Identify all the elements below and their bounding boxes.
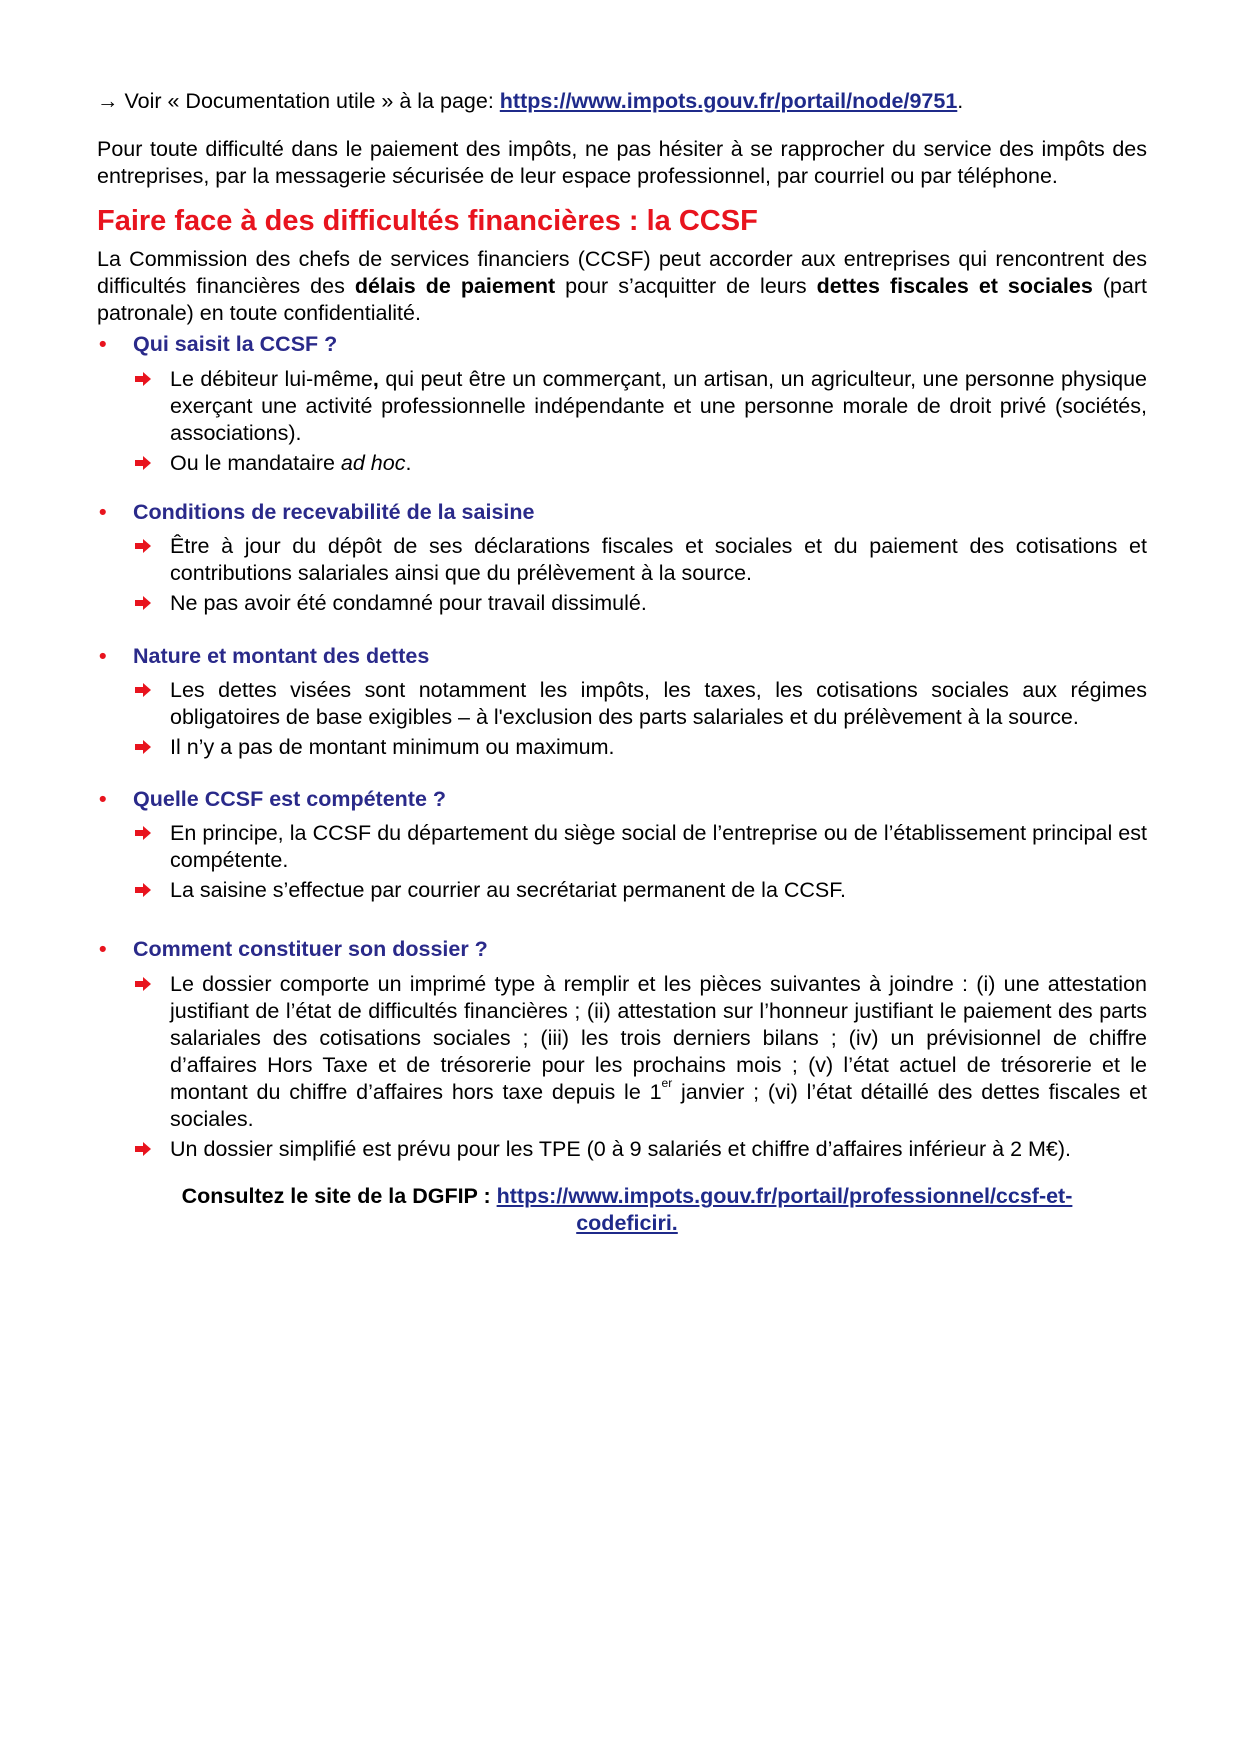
item-text: Être à jour du dépôt de ses déclarations fiscales et sociales et du paiement des cotisations et contributions salariales ainsi que du prélèvement à la source. [170,534,1147,585]
ccsf-bold-delais: délais de paiement [354,274,556,298]
section-title [97,936,1147,963]
ccsf-text-3: (part patronale) en toute confidentialité. [97,274,1147,325]
bullet-icon: • [99,500,107,524]
red-arrow-icon [134,371,152,387]
list-item [97,734,1147,761]
red-arrow-icon [134,976,152,992]
item-text-cont: qui peut être un commerçant, un artisan, un agriculteur, une personne physique exerçant une activité professionnelle indépendante et une personne morale de droit privé (sociétés, associations). [170,367,1148,445]
section-title [97,786,1147,813]
bullet-icon: • [99,644,107,668]
red-arrow-icon [134,455,152,471]
item-text: Ou le mandataire [170,451,341,475]
doc-reference-line [97,88,963,115]
section-title-text: Qui saisit la CCSF ? [133,332,338,356]
red-arrow-icon [134,1141,152,1157]
section-title-text: Comment constituer son dossier ? [133,937,488,961]
section-title [97,499,1147,526]
section-title-text: Quelle CCSF est compétente ? [133,787,447,811]
ccsf-text-1: La Commission des chefs de services financiers (CCSF) peut accorder aux entreprises qui rencontrent des difficultés financières des [97,247,1147,298]
section-qui-saisit [97,331,1147,477]
list-item [97,877,1147,904]
ccsf-paragraph [97,246,1147,327]
item-text: Le dossier comporte un imprimé type à remplir et les pièces suivantes à joindre : (i) une attestation justifiant de l’état de difficultés financières ; (ii) attestation sur l’honneur justifiant le paiement des parts salariales des cotisations sociales ; (iii) les trois derniers bilans ; (iv) un prévisionnel de chiffre d’affaires Hors Taxe et de trésorerie pour les prochains mois ; (v) l’état actuel de trésorerie et le montant du chiffre d’affaires hors taxe depuis le 1 [170,972,1147,1104]
list-item [97,971,1147,1133]
red-arrow-icon [134,595,152,611]
item-text-cont: . [405,451,412,475]
item-text: La saisine s’effectue par courrier au secrétariat permanent de la CCSF. [170,878,847,902]
footer-label: Consultez le site de la DGFIP : [181,1184,497,1208]
dgfip-link[interactable]: https://www.impots.gouv.fr/portail/professionnel/ccsf-et- [496,1184,1073,1208]
section-nature-montant [97,643,1147,761]
bullet-icon: • [99,332,107,356]
list-item [97,450,1147,477]
item-superscript: er [661,1076,673,1090]
section-title-text: Nature et montant des dettes [133,644,430,668]
section-title-text: Conditions de recevabilité de la saisine [133,500,535,524]
item-text: Un dossier simplifié est prévu pour les TPE (0 à 9 salariés et chiffre d’affaires inférieur à 2 M€). [170,1137,1072,1161]
section-quelle-ccsf [97,786,1147,904]
section-title [97,331,1147,358]
red-arrow-icon [134,538,152,554]
item-text: En principe, la CCSF du département du siège social de l’entreprise ou de l’établissement principal est compétente. [170,821,1147,872]
red-arrow-icon [134,825,152,841]
ccsf-text-2: pour s’acquitter de leurs [555,274,817,298]
list-item [97,1136,1147,1163]
ccsf-bold-dettes: dettes fiscales et sociales [816,274,1093,298]
page-title: Faire face à des difficultés financières : la CCSF [97,205,758,237]
item-bold: , [372,367,379,391]
bullet-icon: • [99,937,107,961]
bullet-icon: • [99,787,107,811]
dgfip-link-cont[interactable]: codeficiri. [576,1211,678,1235]
red-arrow-icon [134,882,152,898]
list-item [97,820,1147,874]
section-title [97,643,1147,670]
dgfip-footer [127,1183,1127,1237]
doc-reference-suffix: . [957,89,964,113]
item-text-cont: janvier ; (vi) l’état détaillé des dettes fiscales et sociales. [170,1080,1147,1131]
list-item [97,590,1147,617]
doc-reference-text: → Voir « Documentation utile » à la page: [97,89,500,113]
item-italic: ad hoc [340,451,406,475]
section-dossier [97,936,1147,1163]
doc-reference-link[interactable]: https://www.impots.gouv.fr/portail/node/9751 [499,89,958,113]
red-arrow-icon [134,739,152,755]
item-text: Il n’y a pas de montant minimum ou maximum. [170,735,615,759]
item-text: Ne pas avoir été condamné pour travail dissimulé. [170,591,647,615]
list-item [97,533,1147,587]
item-text: Les dettes visées sont notamment les impôts, les taxes, les cotisations sociales aux régimes obligatoires de base exigibles – à l'exclusion des parts salariales et du prélèvement à la source. [170,678,1147,729]
red-arrow-icon [134,682,152,698]
list-item [97,677,1147,731]
list-item [97,366,1147,447]
section-conditions [97,499,1147,617]
item-text: Le débiteur lui-même [170,367,373,391]
intro-paragraph: Pour toute difficulté dans le paiement des impôts, ne pas hésiter à se rapprocher du service des impôts des entreprises, par la messagerie sécurisée de leur espace professionnel, par courriel ou par téléphone. [97,137,1147,188]
